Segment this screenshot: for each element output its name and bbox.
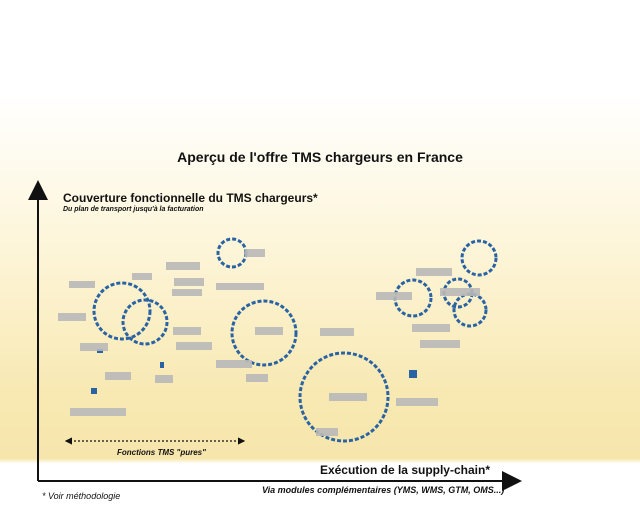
vendor-label-blurred xyxy=(376,292,412,300)
vendor-label-blurred xyxy=(173,327,201,335)
vendor-label-blurred xyxy=(132,273,152,280)
y-axis-subtitle: Du plan de transport jusqu'à la facturation xyxy=(63,206,204,213)
vendor-label-blurred xyxy=(105,372,131,380)
vendor-label-blurred xyxy=(216,360,252,368)
y-axis-title: Couverture fonctionnelle du TMS chargeurs* xyxy=(63,191,318,205)
x-axis-title: Exécution de la supply-chain* xyxy=(319,463,490,477)
methodology-footnote: * Voir méthodologie xyxy=(42,491,121,501)
vendor-label-blurred xyxy=(69,281,95,288)
vendor-circle xyxy=(462,241,496,275)
vendor-label-blurred xyxy=(320,328,354,336)
vendor-label-blurred xyxy=(216,283,264,290)
vendor-marker xyxy=(409,370,417,378)
vendor-label-blurred xyxy=(396,398,438,406)
vendor-label-blurred xyxy=(329,393,367,401)
vendor-label-blurred xyxy=(440,288,480,296)
pure-tms-range-label: Fonctions TMS "pures" xyxy=(117,448,206,457)
vendor-label-blurred xyxy=(176,342,212,350)
vendor-marker xyxy=(160,362,164,368)
vendor-circle xyxy=(218,239,246,267)
vendor-label-blurred xyxy=(58,313,86,321)
vendor-label-blurred xyxy=(155,375,173,383)
vendor-label-blurred xyxy=(172,289,202,296)
vendor-circle xyxy=(123,300,167,344)
vendor-label-blurred xyxy=(70,408,126,416)
x-axis-subtitle: Via modules complémentaires (YMS, WMS, GTM, OMS...) xyxy=(262,485,505,495)
vendor-label-blurred xyxy=(416,268,452,276)
vendor-label-blurred xyxy=(420,340,460,348)
vendor-label-blurred xyxy=(246,374,268,382)
vendor-circle xyxy=(94,283,150,339)
vendor-label-blurred xyxy=(245,249,265,257)
vendor-label-blurred xyxy=(174,278,204,286)
vendor-label-blurred xyxy=(166,262,200,270)
vendor-label-blurred xyxy=(412,324,450,332)
diagram-title: Aperçu de l'offre TMS chargeurs en France xyxy=(177,149,463,165)
vendor-marker xyxy=(91,388,97,394)
vendor-label-blurred xyxy=(80,343,108,351)
vendor-label-blurred xyxy=(316,428,338,436)
vendor-label-blurred xyxy=(255,327,283,335)
